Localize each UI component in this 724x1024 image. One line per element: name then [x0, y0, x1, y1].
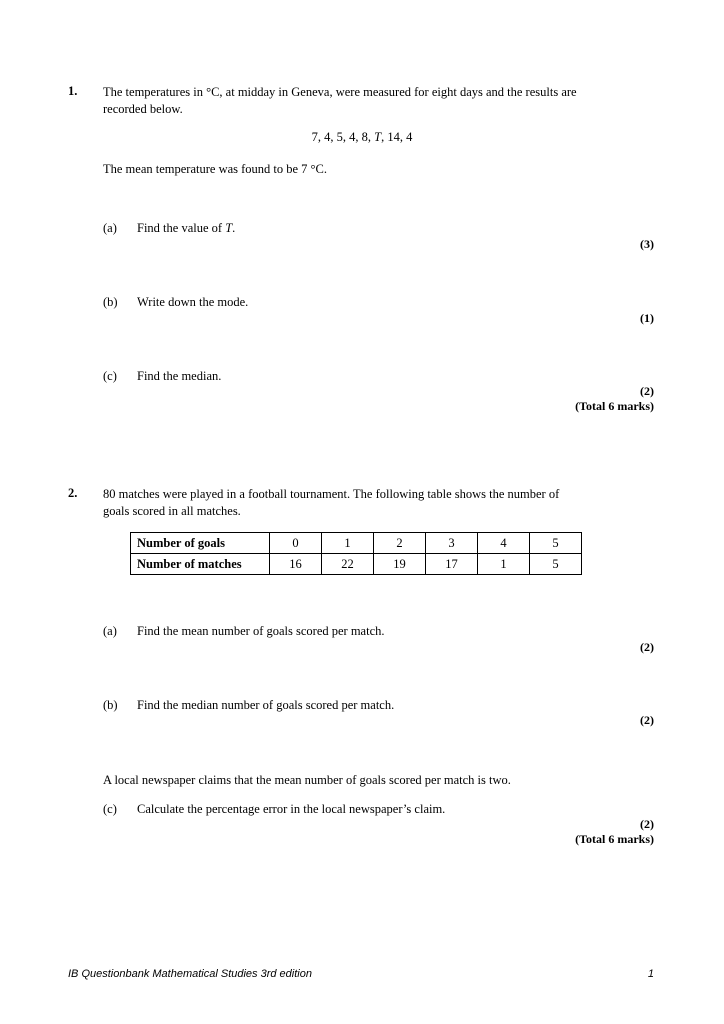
variable-t: T [374, 130, 382, 144]
goals-cell: 5 [530, 533, 582, 554]
q2-part-a-label: (a) [103, 624, 117, 638]
newspaper-claim: A local newspaper claims that the mean number of goals scored per match is two. [103, 773, 511, 787]
matches-cell: 22 [322, 554, 374, 575]
footer-source: IB Questionbank Mathematical Studies 3rd edition [68, 968, 312, 980]
q2-part-c-label: (c) [103, 802, 117, 816]
goals-cell: 0 [270, 533, 322, 554]
matches-cell: 1 [478, 554, 530, 575]
q2-part-a-marks: (2) [640, 640, 654, 654]
goals-table-row-goals [131, 533, 582, 554]
q2-part-b-marks: (2) [640, 713, 654, 727]
question-2-intro-line1: 80 matches were played in a football tournament. The following table shows the number of [103, 487, 560, 501]
goals-table [130, 532, 582, 575]
q1-part-b-label: (b) [103, 295, 118, 309]
q1-part-c-label: (c) [103, 369, 117, 383]
goals-table-row-matches [131, 554, 582, 575]
q1-part-a-text: Find the value of T. [137, 221, 236, 235]
q2-part-a-text: Find the mean number of goals scored per match. [137, 624, 385, 638]
goals-cell: 2 [374, 533, 426, 554]
question-1-intro-line1: The temperatures in °C, at midday in Geneva, were measured for eight days and the results are [103, 85, 577, 99]
q1-part-a-label: (a) [103, 221, 117, 235]
question-2-number: 2. [68, 486, 78, 500]
question-2-intro [103, 486, 559, 519]
question-2-intro-line2: goals scored in all matches. [103, 503, 241, 518]
goals-cell: 4 [478, 533, 530, 554]
mean-statement: The mean temperature was found to be 7 °C. [103, 162, 328, 176]
temperature-data-list: 7, 4, 5, 4, 8, T, 14, 4 [311, 130, 413, 144]
q1-total-marks: (Total 6 marks) [575, 399, 654, 413]
goals-cell: 1 [322, 533, 374, 554]
variable-t: T [225, 221, 233, 235]
matches-header-cell: Number of matches [131, 554, 270, 575]
matches-cell: 16 [270, 554, 322, 575]
goals-header-cell: Number of goals [131, 533, 270, 554]
q2-part-c-text: Calculate the percentage error in the local newspaper’s claim. [137, 802, 446, 816]
matches-cell: 19 [374, 554, 426, 575]
q2-total-marks: (Total 6 marks) [575, 832, 654, 846]
question-1-intro-line2: recorded below. [103, 101, 183, 116]
q2-part-b-label: (b) [103, 698, 118, 712]
q2-part-b-text: Find the median number of goals scored per match. [137, 698, 395, 712]
q1-part-c-text: Find the median. [137, 369, 222, 383]
question-1-intro [103, 84, 577, 117]
matches-cell: 17 [426, 554, 478, 575]
q1-part-a-marks: (3) [640, 237, 654, 251]
q2-part-c-marks: (2) [640, 817, 654, 831]
q1-part-b-text: Write down the mode. [137, 295, 249, 309]
q1-part-b-marks: (1) [640, 311, 654, 325]
q1-part-c-marks: (2) [640, 384, 654, 398]
question-1-number: 1. [68, 84, 78, 98]
footer-page-number: 1 [647, 968, 654, 980]
matches-cell: 5 [530, 554, 582, 575]
goals-cell: 3 [426, 533, 478, 554]
